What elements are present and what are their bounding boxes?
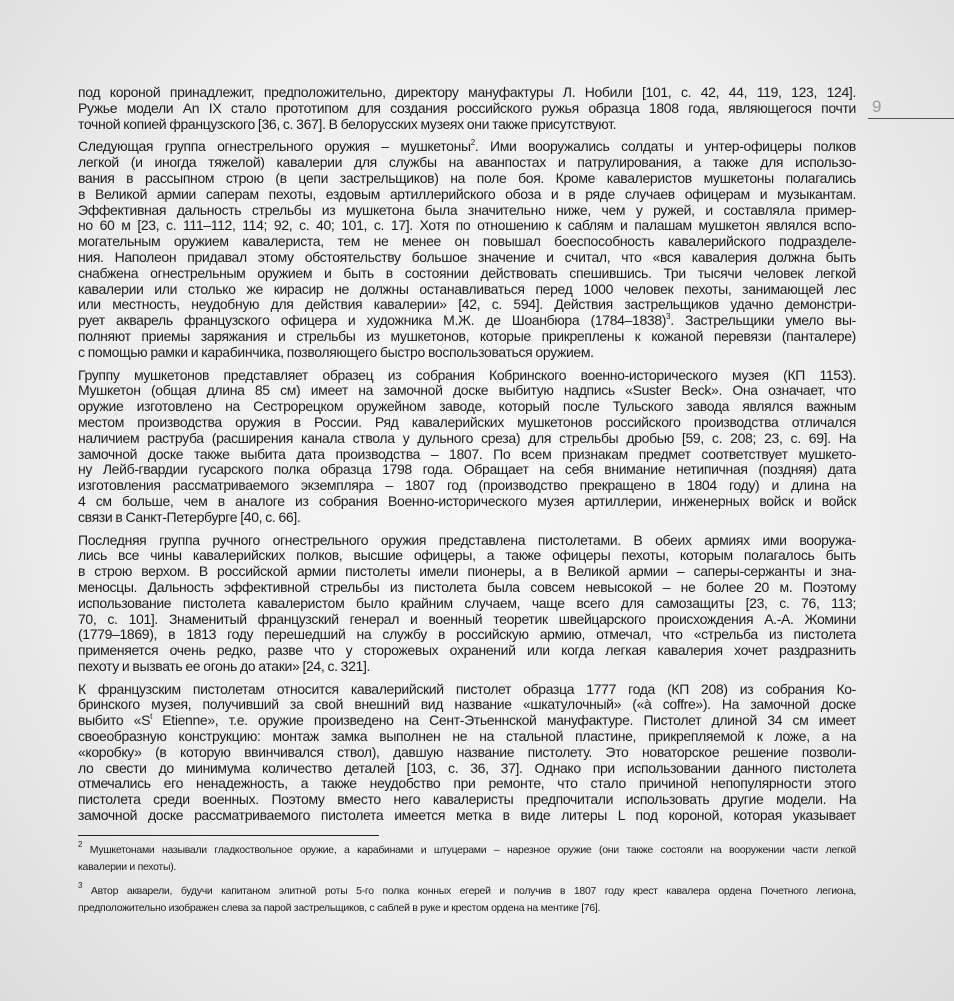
- text-line-content: «коробку» (в которую ввинчивался ствол), давшую название пистолету. Это новаторское решение позволи-: [78, 743, 856, 760]
- text-line: [78, 218, 856, 234]
- text-line: [78, 155, 856, 171]
- text-line: [78, 761, 856, 777]
- text-line: [78, 139, 856, 155]
- text-line-content: оружие изготовлено на Сестрорецком оружейном заводе, который после Тульского завода являлся важным: [78, 398, 856, 415]
- text-line-content: Эффективная дальность стрельбы из мушкетона была значительно ниже, чем у ружей, и составляла пример-: [78, 201, 856, 218]
- text-line: [78, 697, 856, 713]
- paragraph: [78, 533, 856, 675]
- text-line: [78, 533, 856, 549]
- text-line-content: точной копией французского [36, с. 367]. В белорусских музеях они также присутствуют.: [78, 115, 617, 132]
- text-line-content: изготовления рассматриваемого экземпляра – 1807 год (производство прекращено в 1804 году) и длина на: [78, 477, 856, 494]
- text-line-content: 4 см больше, чем в аналоге из собрания Военно-исторического музея артиллерии, инженерных войск и войск: [78, 492, 856, 509]
- text-line-content: ния. Наполеон придавал этому обстоятельству большое значение и считал, что «вся кавалерия должна быть: [78, 248, 856, 265]
- text-line: [78, 745, 856, 761]
- text-segment: выбито «S: [78, 712, 151, 729]
- text-line-content: вания в рассыпном строю (в цепи застрельщиков) на поле боя. Кроме кавалеристов мушкетоны полагались: [78, 169, 856, 186]
- footnote-line-content: [78, 840, 856, 856]
- text-line: [78, 729, 856, 745]
- text-line-content: (1779–1869), в 1813 году перешедший на службу в российскую армию, отмечал, что «стрельба из пистолета: [78, 626, 856, 643]
- paragraph: [78, 139, 856, 360]
- body-text: [78, 85, 856, 831]
- text-line-content: [78, 712, 856, 728]
- text-line: [78, 580, 856, 596]
- footnote-line-content: [78, 881, 856, 897]
- text-line-content: наличием раструба (расширения канала ствола у дульного среза) для стрельбы дробью [59, с. 208; 23, с. 69]. На: [78, 429, 856, 446]
- text-line: [78, 713, 856, 729]
- text-line-content: Мушкетон (общая длина 85 см) имеет на замочной доске выбитую надпись «Suster Beck». Она означает, что: [78, 382, 856, 399]
- text-line-content: Группу мушкетонов представляет образец из собрания Кобринского военно-исторического музея (КП 1153).: [78, 366, 856, 383]
- text-line-content: Ружье модели An IX стало прототипом для создания российского ружья образца 1808 года, являющегося почти: [78, 99, 856, 116]
- text-line-content: Последняя группа ручного огнестрельного оружия представлена пистолетами. В обеих армиях ими вооружа-: [78, 531, 856, 548]
- paragraph: [78, 85, 856, 132]
- text-line-content: но 60 м [23, с. 111–112, 114; 92, с. 40; 101, с. 17]. Хотя по отношению к саблям и палашам мушкетон являлся вспо-: [78, 217, 856, 234]
- text-line: [78, 329, 856, 345]
- text-line-content: [78, 138, 856, 154]
- text-line: [78, 415, 856, 431]
- text-segment: . Ими вооружались солдаты и унтер-офицеры полков: [474, 138, 856, 155]
- text-line-content: ло свести до минимума количество деталей [103, с. 36, 37]. Однако при использовании данного пистолета: [78, 759, 856, 776]
- text-line-content: замочной доске также выбита дата производства – 1807. По всем признакам предмет соответствует мушкето-: [78, 445, 856, 462]
- text-line-content: местом производства оружия в России. Ряд кавалерийских мушкетонов российского производства отличался: [78, 413, 856, 430]
- footnote-separator: [78, 835, 379, 836]
- text-line: [78, 171, 856, 187]
- text-line: [78, 85, 856, 101]
- footnote: [78, 883, 856, 917]
- text-line: [78, 776, 856, 792]
- text-line-content: пистолета среди военных. Поэтому вместо него кавалеристы предпочитали использовать другие модели. На: [78, 791, 856, 808]
- text-line: [78, 234, 856, 250]
- text-line-content: отмечались его ненадежность, а также неудобство при ремонте, что стало причиной непопулярности этого: [78, 775, 856, 792]
- text-line-content: в Великой армии саперам пехоты, ездовым артиллерийского обоза и в ряде случаев офицерам и музыкантам.: [78, 185, 856, 202]
- text-line: [78, 368, 856, 384]
- footnote-line-content: [78, 902, 600, 914]
- text-line: [78, 101, 856, 117]
- text-line-content: 70, с. 101]. Знаменитый французский генерал и военный теоретик швейцарского происхождения А.-А. Жомини: [78, 610, 856, 627]
- footnote-mark: 3: [78, 881, 83, 890]
- text-line-content: бринского музея, получивший за свой внешний вид название «шкатулочный» («à coffre»). На замочной доске: [78, 696, 856, 713]
- footnote-line: [78, 859, 856, 876]
- text-line: [78, 250, 856, 266]
- text-line: [78, 564, 856, 580]
- footnote-line-content: [78, 861, 176, 873]
- text-line-content: или местность, неудобную для действия кавалерии» [42, с. 594]. Действия застрельщиков удачно демонстри-: [78, 296, 856, 313]
- text-line-content: замочной доске рассматриваемого пистолета имеется метка в виде литеры L под короной, которая указывает: [78, 807, 856, 824]
- superscript: 3: [666, 312, 671, 322]
- text-line-content: связи в Санкт-Петербурге [40, с. 66].: [78, 508, 301, 525]
- text-line: [78, 266, 856, 282]
- text-line: [78, 596, 856, 612]
- superscript: t: [150, 712, 152, 722]
- paragraph: [78, 368, 856, 526]
- text-line-content: с помощью рамки и карабинчика, позволяющего быстро воспользоваться оружием.: [78, 343, 594, 360]
- text-line: [78, 187, 856, 203]
- text-line-content: своеобразную конструкцию: монтаж замка выполнен не на стальной пластине, прикрепляемой к ложе, а на: [78, 728, 856, 745]
- footnote-text: кавалерии и пехоты).: [78, 861, 177, 873]
- text-line-content: меносцы. Дальность эффективной стрельбы из пистолета была совсем невысокой – не более 20 м. Поэтому: [78, 578, 856, 595]
- text-line-content: под короной принадлежит, предположительно, директору мануфактуры Л. Нобили [101, с. 42, 44, 119, 123, 124].: [78, 84, 856, 100]
- text-line-content: применяется очень редко, разве что у сторожевых охранений или когда легкая кавалерия хочет раздразнить: [78, 642, 856, 659]
- text-line: [78, 462, 856, 478]
- footnote: [78, 842, 856, 876]
- text-line-content: [78, 312, 856, 328]
- text-line: [78, 383, 856, 399]
- footnote-text: Автор акварели, будучи капитаном элитной роты 5-го полка конных егерей и получив в 1807 году крест кавалера ордена Почетного легиона,: [90, 885, 856, 897]
- text-line-content: использование пистолета кавалеристом было крайним случаем, чаще всего для самозащиты [23, с. 76, 113;: [78, 594, 856, 611]
- text-line-content: пехоту и вызвать ее огонь до атаки» [24, с. 321].: [78, 657, 371, 674]
- footnotes: [78, 842, 856, 924]
- text-line: [78, 548, 856, 564]
- text-line: [78, 203, 856, 219]
- text-line: [78, 447, 856, 463]
- text-line: [78, 117, 856, 133]
- text-line: [78, 627, 856, 643]
- text-line: [78, 792, 856, 808]
- text-line: [78, 431, 856, 447]
- footnote-line: [78, 900, 856, 917]
- text-line: [78, 510, 856, 526]
- text-line: [78, 478, 856, 494]
- footnote-text: предположительно изображен слева за парой застрельщиков, с саблей в руке и крестом ордена на ментике [76].: [78, 902, 601, 914]
- text-line-content: К французским пистолетам относится кавалерийский пистолет образца 1777 года (КП 208) из собрания Ко-: [78, 680, 856, 697]
- text-line-content: в строю верхом. В российской армии пистолеты имели пионеры, а в Великой армии – саперы-сержанты и зна-: [78, 563, 856, 580]
- superscript: 2: [470, 138, 475, 148]
- text-segment: . Застрельщики умело вы-: [670, 312, 856, 329]
- text-line: [78, 494, 856, 510]
- text-line-content: лись все чины кавалерийских полков, высшие офицеры, а также офицеры пехоты, которым полагалось быть: [78, 547, 856, 564]
- page-number: 9: [872, 97, 882, 116]
- text-line-content: снабжена огнестрельным оружием и быть в состоянии действовать спешившись. Три тысячи человек легкой: [78, 264, 856, 281]
- text-segment: рует акварель французского офицера и художника М.Ж. де Шоанбюра (1784–1838): [78, 312, 667, 329]
- footnote-line: [78, 883, 856, 900]
- text-line: [78, 682, 856, 698]
- text-line: [78, 643, 856, 659]
- text-segment: Etienne», т.е. оружие произведено на Сент-Этьеннской мануфактуре. Пистолет длиной 34 см имеет: [151, 712, 856, 729]
- footnote-text: Мушкетонами называли гладкоствольное оружие, а карабинами и штуцерами – нарезное оружие (они также состояли на вооружении части легкой: [89, 844, 856, 856]
- text-line: [78, 399, 856, 415]
- text-line: [78, 345, 856, 361]
- text-line-content: ну Лейб-гвардии гусарского полка образца 1798 года. Обращает на себя внимание нетипичная (поздняя) дата: [78, 461, 856, 478]
- text-line: [78, 659, 856, 675]
- text-line: [78, 313, 856, 329]
- page-number-rule: [868, 118, 954, 119]
- paragraph: [78, 682, 856, 824]
- text-line-content: кавалерии или столько же кирасир не должны останавливаться перед 1000 человек пехоты, занимающей лес: [78, 280, 856, 297]
- text-line: [78, 808, 856, 824]
- text-segment: Следующая группа огнестрельного оружия – мушкетоны: [78, 138, 471, 155]
- text-line: [78, 297, 856, 313]
- text-line-content: легкой (и иногда тяжелой) кавалерии для службы на аванпостах и патрулирования, а также для использо-: [78, 154, 856, 171]
- text-line-content: полняют приемы заряжания и стрельбы из мушкетонов, которые прикреплены к кожаной перевязи (панталере): [78, 327, 856, 344]
- footnote-line: [78, 842, 856, 859]
- text-line: [78, 282, 856, 298]
- text-line: [78, 612, 856, 628]
- text-line-content: могательным оружием кавалериста, тем не менее он повышал боеспособность кавалерийского подразделе-: [78, 233, 856, 250]
- footnote-mark: 2: [78, 840, 83, 849]
